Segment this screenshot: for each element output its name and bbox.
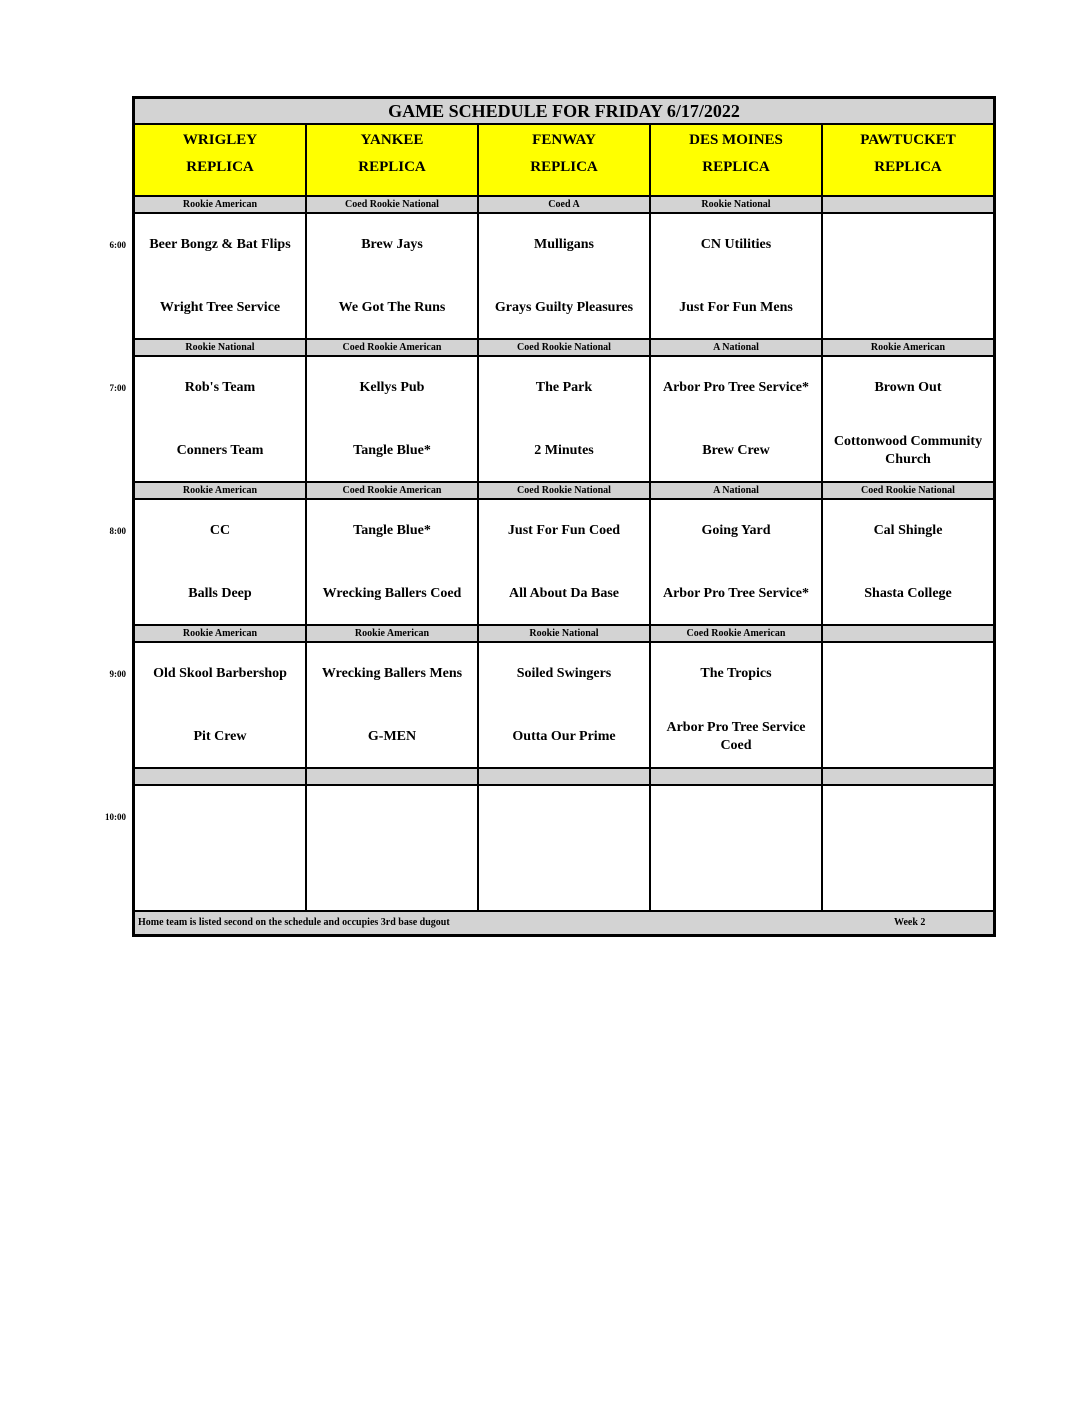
away-team: Soiled Swingers	[516, 666, 612, 681]
home-team: Just For Fun Mens	[679, 300, 793, 315]
game-cell	[651, 786, 823, 910]
game-cell	[135, 643, 307, 767]
division-label	[479, 769, 651, 784]
away-team: CN Utilities	[700, 237, 772, 252]
home-team: Cottonwood Community Church	[833, 434, 983, 467]
venue-header-row	[135, 125, 993, 197]
venue-subtitle: REPLICA	[874, 159, 942, 175]
home-team: 2 Minutes	[534, 443, 594, 458]
division-label: Rookie National	[135, 340, 307, 355]
division-label	[823, 197, 993, 212]
home-team: Arbor Pro Tree Service Coed	[666, 720, 806, 753]
time-label: 8:00	[109, 526, 126, 536]
division-row	[135, 626, 993, 643]
division-label: Rookie National	[651, 197, 823, 212]
division-label: Coed A	[479, 197, 651, 212]
time-label: 9:00	[109, 669, 126, 679]
game-row	[135, 357, 993, 484]
away-team: Arbor Pro Tree Service*	[662, 380, 810, 395]
game-cell	[479, 357, 651, 481]
home-team: G-MEN	[367, 729, 417, 744]
division-row	[135, 340, 993, 357]
venue-header-des-moines	[651, 125, 823, 195]
away-team: Going Yard	[701, 523, 771, 538]
division-label	[823, 769, 993, 784]
home-team: All About Da Base	[508, 586, 620, 601]
away-team: Rob's Team	[184, 380, 256, 395]
division-row	[135, 197, 993, 214]
venue-header-yankee	[307, 125, 479, 195]
home-team: Balls Deep	[188, 586, 252, 601]
home-team-note: Home team is listed second on the schedule and occupies 3rd base dugout	[138, 917, 450, 928]
home-team: Pit Crew	[193, 729, 247, 744]
division-label: Rookie American	[135, 483, 307, 498]
game-cell	[307, 214, 479, 338]
away-team: The Park	[535, 380, 593, 395]
home-team: Wrecking Ballers Coed	[322, 586, 462, 601]
away-team: Beer Bongz & Bat Flips	[149, 237, 291, 252]
time-label: 6:00	[109, 240, 126, 250]
away-team: Old Skool Barbershop	[153, 666, 287, 681]
schedule-footer	[135, 912, 993, 934]
away-team: The Tropics	[700, 666, 772, 681]
venue-header-pawtucket	[823, 125, 993, 195]
game-cell	[823, 500, 993, 624]
venue-name: YANKEE	[360, 132, 424, 148]
game-cell	[135, 357, 307, 481]
home-team: Brew Crew	[702, 443, 770, 458]
division-label: Coed Rookie American	[651, 626, 823, 641]
game-cell	[135, 500, 307, 624]
division-label: Rookie American	[823, 340, 993, 355]
away-team: Kellys Pub	[359, 380, 425, 395]
venue-header-fenway	[479, 125, 651, 195]
division-label: Coed Rookie National	[479, 483, 651, 498]
game-cell	[307, 357, 479, 481]
home-team: Arbor Pro Tree Service*	[662, 586, 810, 601]
game-row	[135, 500, 993, 627]
division-row	[135, 483, 993, 500]
game-cell	[823, 643, 993, 767]
venue-name: DES MOINES	[689, 132, 783, 148]
venue-header-wrigley	[135, 125, 307, 195]
venue-subtitle: REPLICA	[186, 159, 254, 175]
home-team: Tangle Blue*	[353, 443, 431, 458]
game-cell	[651, 643, 823, 767]
away-team: Brown Out	[874, 380, 942, 395]
game-cell	[307, 786, 479, 910]
division-label: A National	[651, 340, 823, 355]
division-label: Coed Rookie National	[823, 483, 993, 498]
game-row	[135, 214, 993, 341]
venue-name: FENWAY	[532, 132, 596, 148]
division-label: Rookie American	[135, 626, 307, 641]
game-cell	[307, 500, 479, 624]
division-label	[135, 769, 307, 784]
game-cell	[823, 214, 993, 338]
game-cell	[479, 643, 651, 767]
division-label	[307, 769, 479, 784]
home-team: We Got The Runs	[338, 300, 446, 315]
home-team: Wright Tree Service	[159, 300, 281, 315]
division-label: Rookie American	[307, 626, 479, 641]
venue-subtitle: REPLICA	[358, 159, 426, 175]
division-row	[135, 769, 993, 786]
game-cell	[135, 786, 307, 910]
division-label	[651, 769, 823, 784]
game-cell	[823, 357, 993, 481]
time-label: 10:00	[105, 812, 126, 822]
away-team: Mulligans	[534, 237, 594, 252]
venue-name: WRIGLEY	[182, 132, 258, 148]
schedule-title: GAME SCHEDULE FOR FRIDAY 6/17/2022	[135, 99, 993, 125]
time-label: 7:00	[109, 383, 126, 393]
game-cell	[479, 214, 651, 338]
home-team: Shasta College	[864, 586, 952, 601]
game-cell	[479, 786, 651, 910]
away-team: Wrecking Ballers Mens	[321, 666, 463, 681]
division-label: Rookie National	[479, 626, 651, 641]
game-row	[135, 786, 993, 913]
venue-subtitle: REPLICA	[702, 159, 770, 175]
home-team: Grays Guilty Pleasures	[494, 300, 634, 315]
away-team: Just For Fun Coed	[507, 523, 621, 538]
game-row	[135, 643, 993, 770]
division-label	[823, 626, 993, 641]
division-label: A National	[651, 483, 823, 498]
game-cell	[307, 643, 479, 767]
away-team: CC	[209, 523, 231, 538]
division-label: Coed Rookie National	[479, 340, 651, 355]
venue-name: PAWTUCKET	[860, 132, 956, 148]
away-team: Tangle Blue*	[353, 523, 431, 538]
division-label: Coed Rookie American	[307, 483, 479, 498]
away-team: Brew Jays	[361, 237, 423, 252]
schedule-table	[132, 96, 996, 937]
home-team: Outta Our Prime	[512, 729, 616, 744]
away-team: Cal Shingle	[873, 523, 943, 538]
division-label: Rookie American	[135, 197, 307, 212]
game-cell	[479, 500, 651, 624]
division-label: Coed Rookie American	[307, 340, 479, 355]
game-cell	[651, 500, 823, 624]
week-label: Week 2	[894, 917, 926, 928]
division-label: Coed Rookie National	[307, 197, 479, 212]
game-cell	[823, 786, 993, 910]
game-cell	[651, 214, 823, 338]
game-cell	[135, 214, 307, 338]
game-cell	[651, 357, 823, 481]
venue-subtitle: REPLICA	[530, 159, 598, 175]
home-team: Conners Team	[176, 443, 264, 458]
